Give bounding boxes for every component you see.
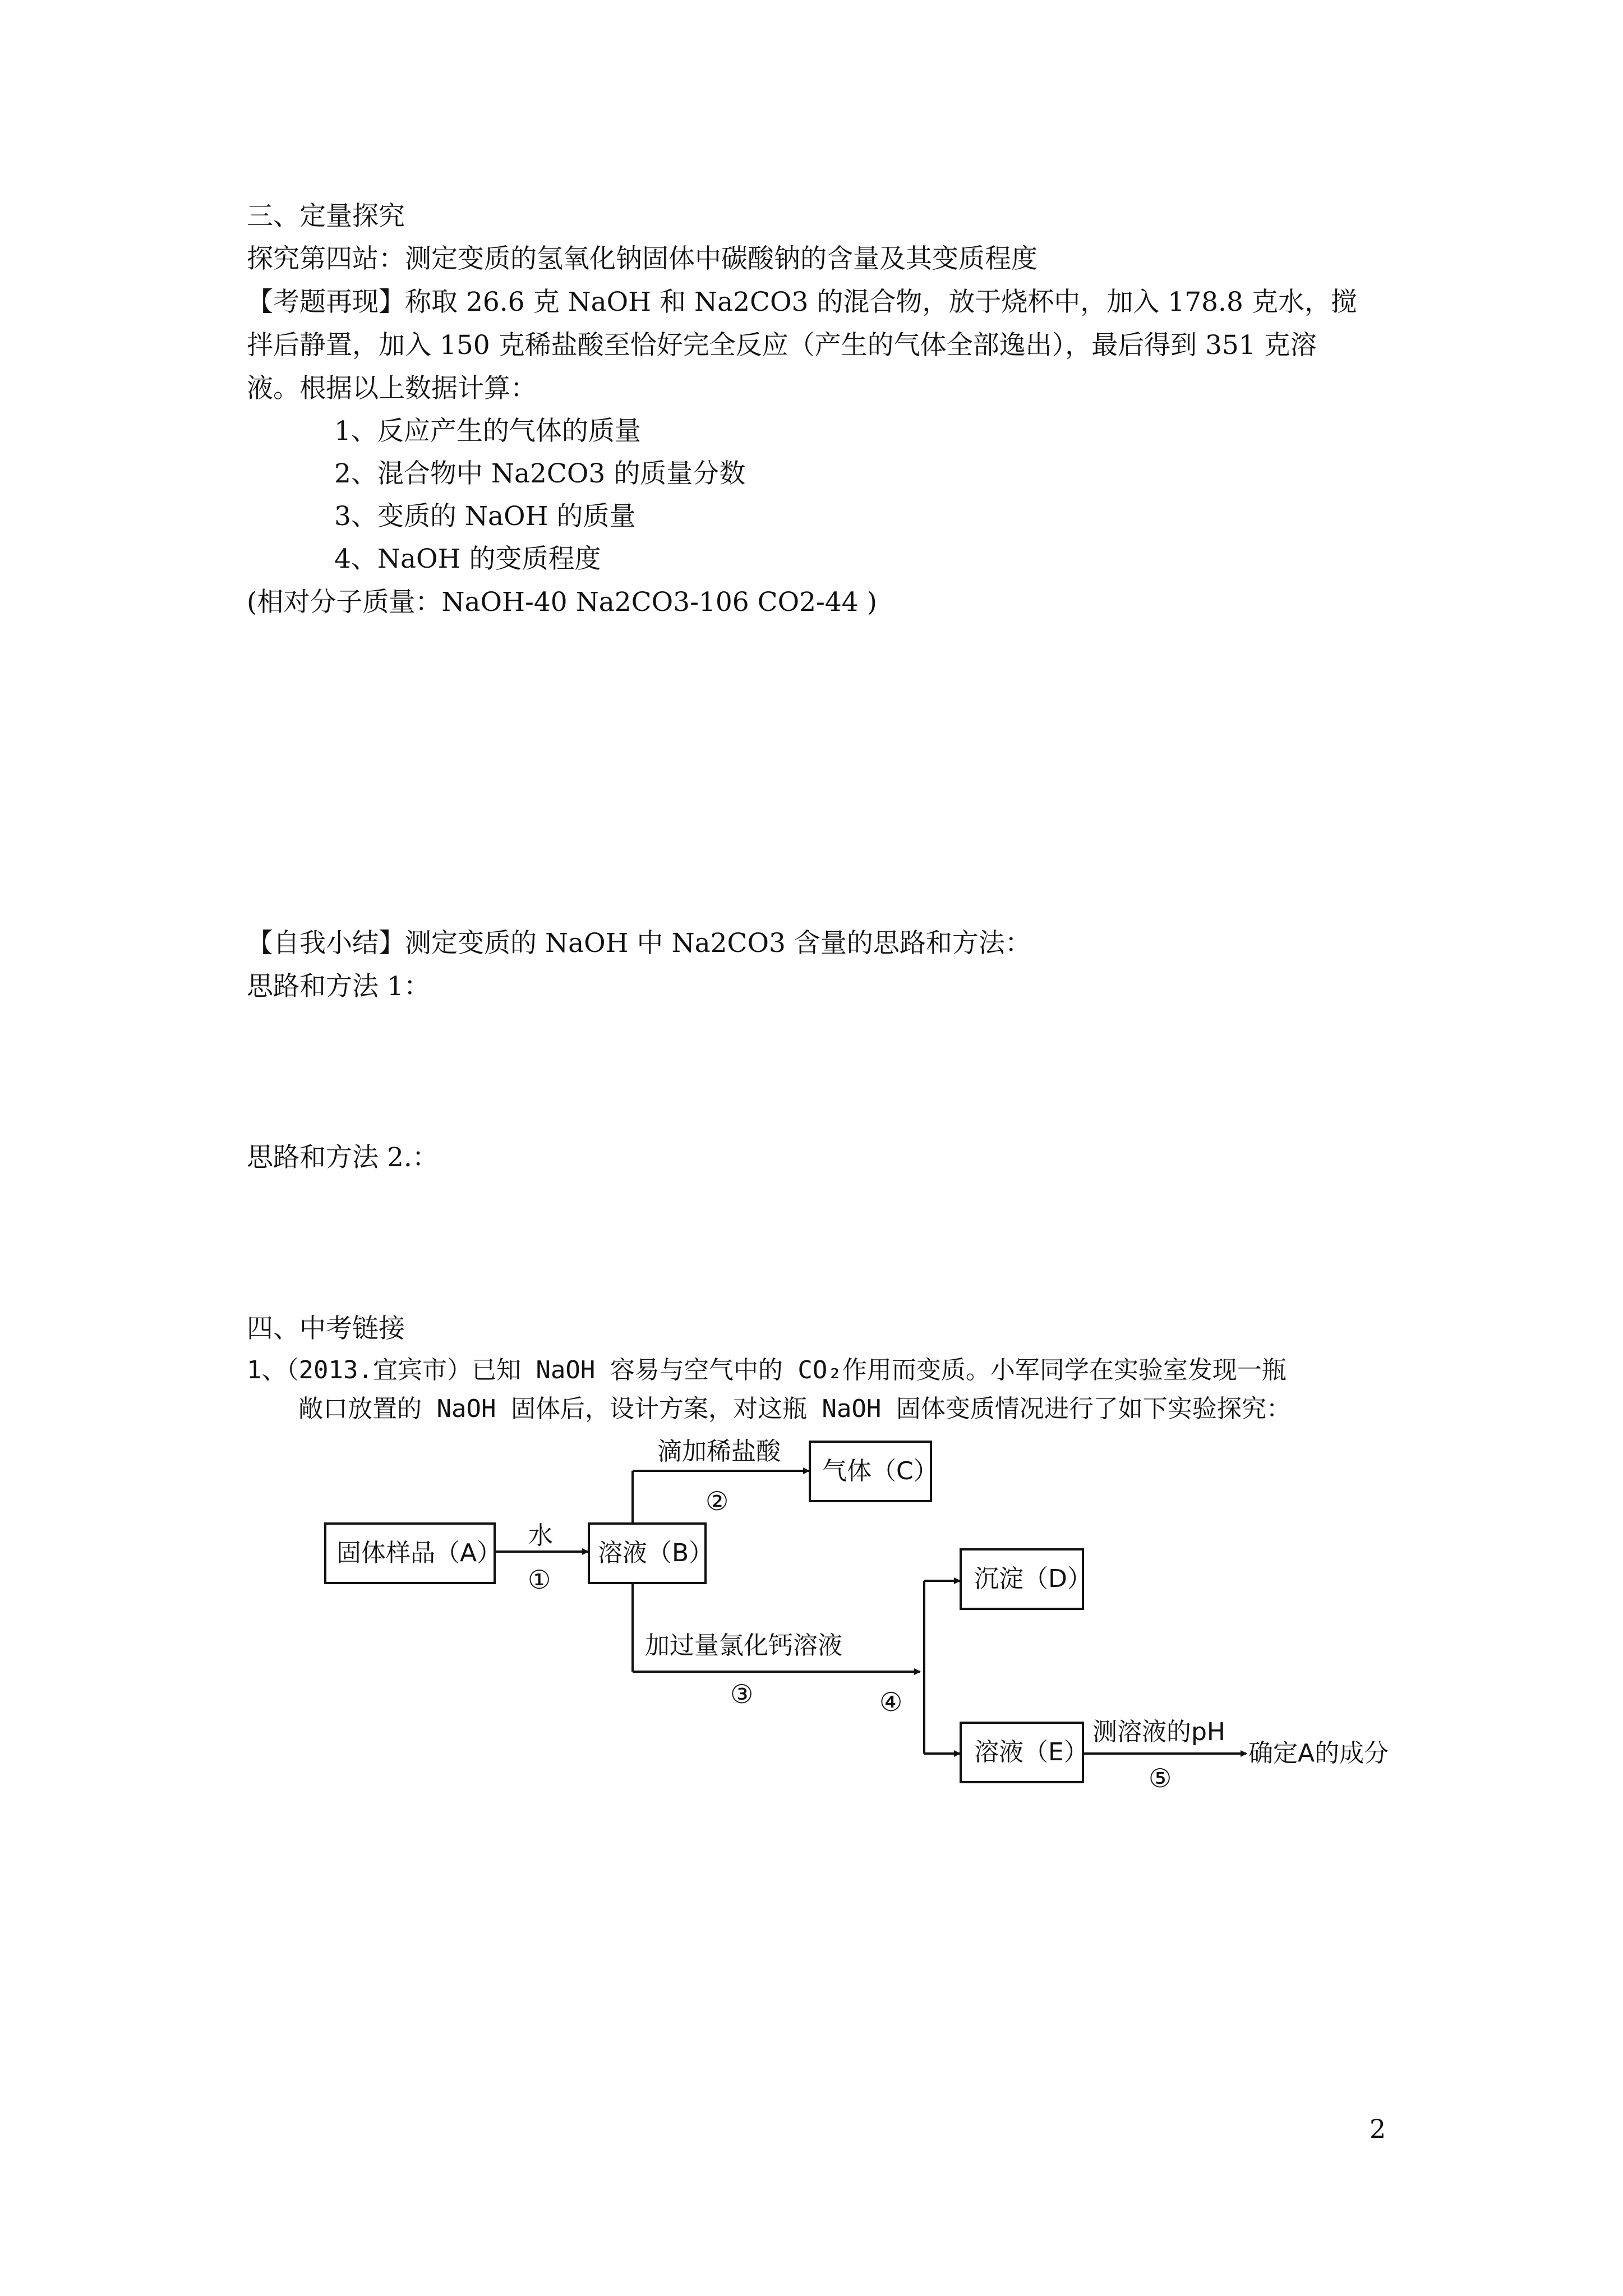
question-4: 4、NaOH 的变质程度 — [334, 544, 601, 574]
box-e-label: 溶液（E） — [974, 1738, 1089, 1766]
step-1: ① — [528, 1565, 551, 1595]
box-c-label: 气体（C） — [822, 1457, 938, 1485]
molecular-masses: (相对分子质量：NaOH-40 Na2CO3-106 CO2-44 ) — [247, 587, 877, 618]
problem-line-1: 【考题再现】称取 26.6 克 NaOH 和 Na2CO3 的混合物，放于烧杯中，加入 178.8 克水，搅 — [247, 287, 1357, 318]
question-2: 2、混合物中 Na2CO3 的质量分数 — [334, 458, 746, 489]
section4-heading: 四、中考链接 — [247, 1313, 405, 1344]
label-ph: 测溶液的pH — [1092, 1718, 1226, 1746]
box-a-label: 固体样品（A） — [336, 1539, 502, 1567]
label-result: 确定A的成分 — [1248, 1739, 1389, 1768]
label-water: 水 — [528, 1521, 553, 1550]
section3-heading: 三、定量探究 — [247, 201, 405, 232]
step-4: ④ — [879, 1687, 903, 1717]
step-3: ③ — [730, 1679, 754, 1709]
step-2: ② — [706, 1486, 729, 1516]
question-3: 3、变质的 NaOH 的质量 — [334, 501, 636, 532]
label-acid: 滴加稀盐酸 — [657, 1437, 781, 1466]
problem-line-2: 拌后静置，加入 150 克稀盐酸至恰好完全反应（产生的气体全部逸出），最后得到 351 克溶 — [247, 330, 1317, 361]
page-number: 2 — [1370, 2114, 1386, 2144]
method-2-label: 思路和方法 2.： — [247, 1142, 439, 1173]
exam-problem-line-1: 1、（2013.宜宾市）已知 NaOH 容易与空气中的 CO₂作用而变质。小军同学在实验室发现一瓶 — [247, 1356, 1287, 1384]
method-1-label: 思路和方法 1： — [247, 971, 430, 1002]
exam-problem-line-2: 敞口放置的 NaOH 固体后，设计方案，对这瓶 NaOH 固体变质情况进行了如下实验探究： — [298, 1395, 1291, 1423]
summary-title: 【自我小结】测定变质的 NaOH 中 Na2CO3 含量的思路和方法： — [247, 928, 1031, 959]
step-5: ⑤ — [1149, 1763, 1172, 1793]
problem-line-3: 液。根据以上数据计算： — [247, 373, 537, 404]
box-d-label: 沉淀（D） — [974, 1565, 1092, 1593]
box-b-label: 溶液（B） — [598, 1539, 714, 1567]
question-1: 1、反应产生的气体的质量 — [334, 416, 641, 447]
station-title: 探究第四站：测定变质的氢氧化钠固体中碳酸钠的含量及其变质程度 — [247, 243, 1038, 274]
label-cacl2: 加过量氯化钙溶液 — [645, 1631, 842, 1660]
